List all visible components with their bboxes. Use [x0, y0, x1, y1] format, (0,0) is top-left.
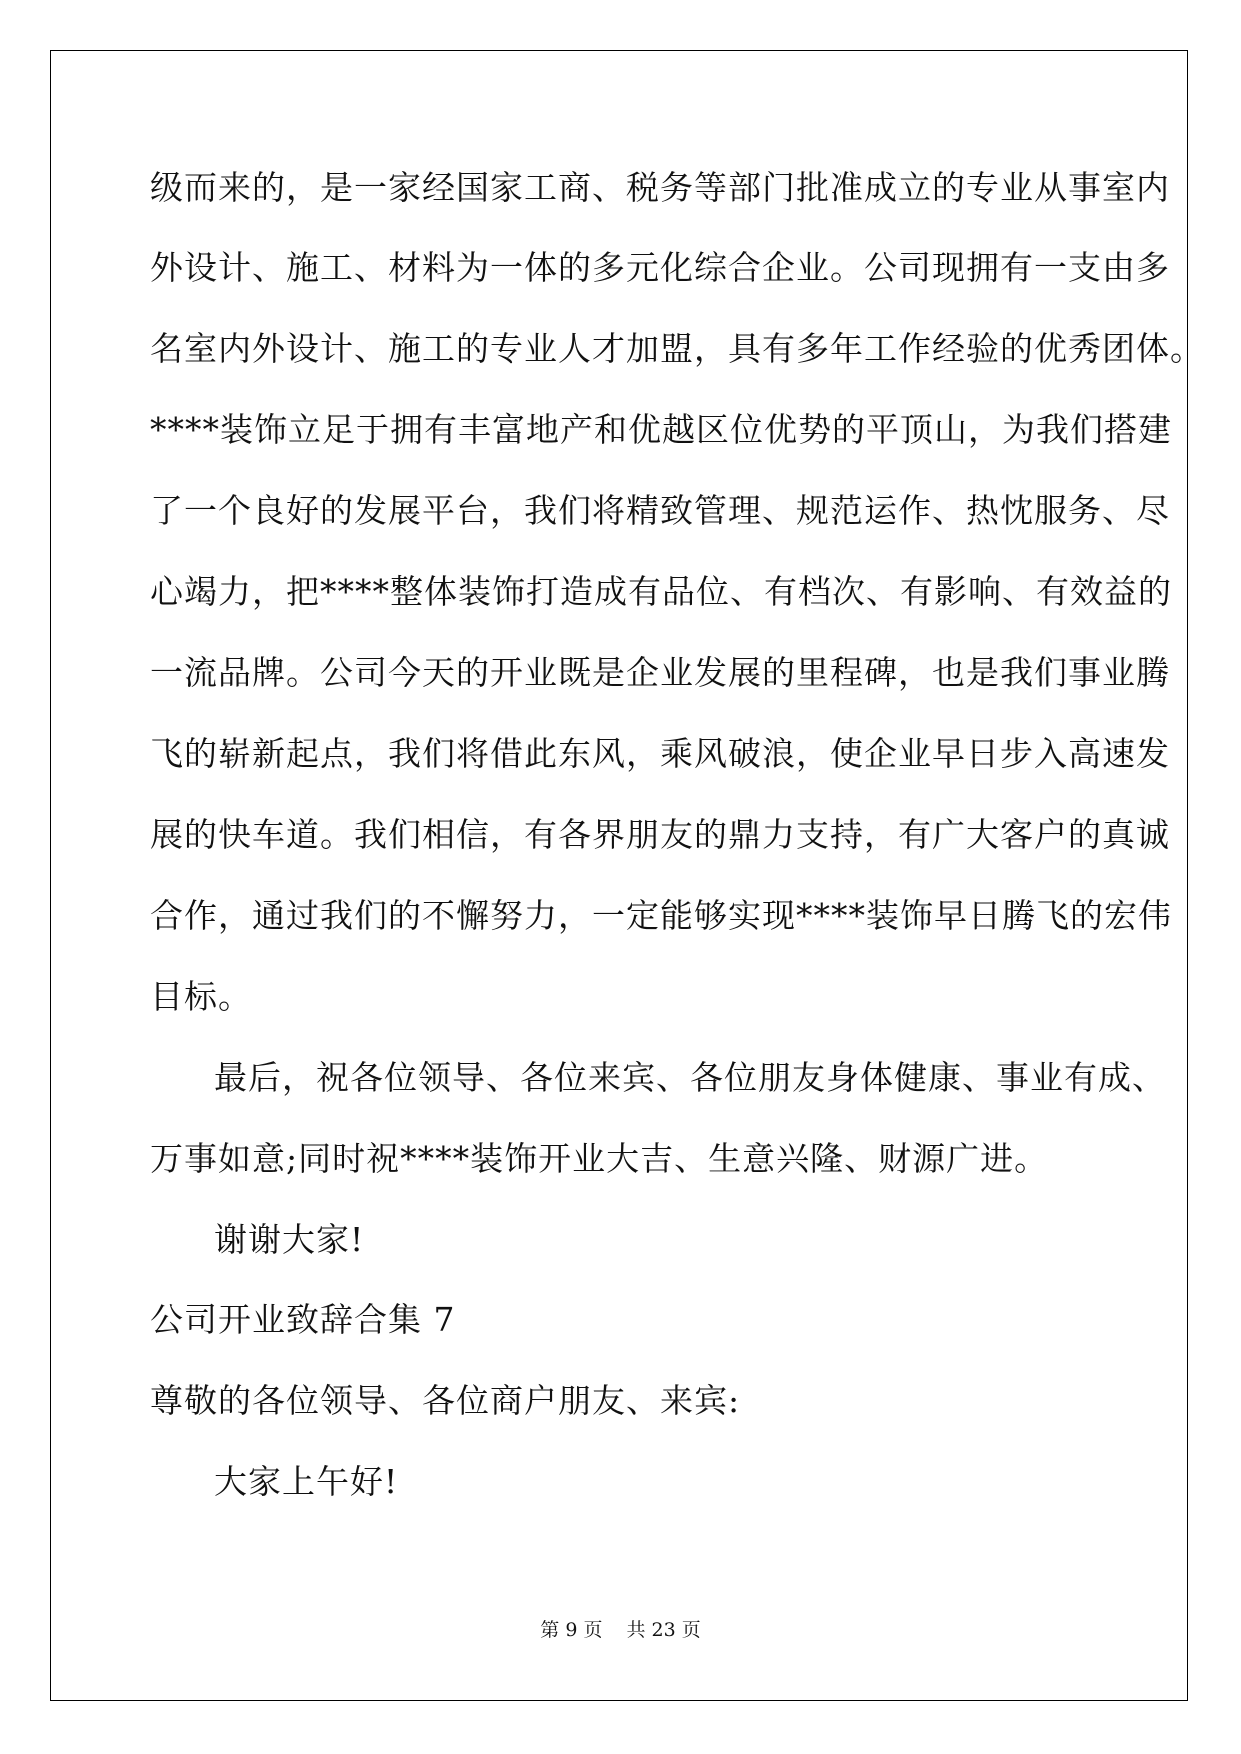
paragraph-line: 合作，通过我们的不懈努力，一定能够实现****装饰早日腾飞的宏伟	[150, 896, 1172, 935]
closing-line: 谢谢大家!	[214, 1220, 365, 1259]
section-heading: 公司开业致辞合集 7	[150, 1300, 456, 1339]
paragraph-line: 最后，祝各位领导、各位来宾、各位朋友身体健康、事业有成、	[214, 1058, 1166, 1097]
paragraph-line: 名室内外设计、施工的专业人才加盟，具有多年工作经验的优秀团体。	[150, 329, 1204, 368]
paragraph-line: 展的快车道。我们相信，有各界朋友的鼎力支持，有广大客户的真诚	[150, 815, 1170, 854]
paragraph-line: 一流品牌。公司今天的开业既是企业发展的里程碑，也是我们事业腾	[150, 653, 1170, 692]
greeting: 大家上午好!	[214, 1462, 399, 1501]
page-total: 共 23 页	[626, 1619, 701, 1641]
paragraph-line: 了一个良好的发展平台，我们将精致管理、规范运作、热忱服务、尽	[150, 491, 1170, 530]
salutation: 尊敬的各位领导、各位商户朋友、来宾:	[150, 1381, 741, 1420]
paragraph-line: 飞的崭新起点，我们将借此东风，乘风破浪，使企业早日步入高速发	[150, 734, 1170, 773]
page-frame	[50, 50, 1188, 1701]
paragraph-line: 外设计、施工、材料为一体的多元化综合企业。公司现拥有一支由多	[150, 248, 1170, 287]
paragraph-line: 目标。	[150, 977, 252, 1016]
paragraph-line: 级而来的，是一家经国家工商、税务等部门批准成立的专业从事室内	[150, 168, 1170, 207]
page-number: 第 9 页	[540, 1619, 603, 1641]
paragraph-line: 心竭力，把****整体装饰打造成有品位、有档次、有影响、有效益的	[150, 572, 1172, 611]
paragraph-line: 万事如意;同时祝****装饰开业大吉、生意兴隆、财源广进。	[150, 1139, 1049, 1178]
page-footer	[0, 1615, 1241, 1642]
paragraph-line: ****装饰立足于拥有丰富地产和优越区位优势的平顶山，为我们搭建	[150, 410, 1172, 449]
